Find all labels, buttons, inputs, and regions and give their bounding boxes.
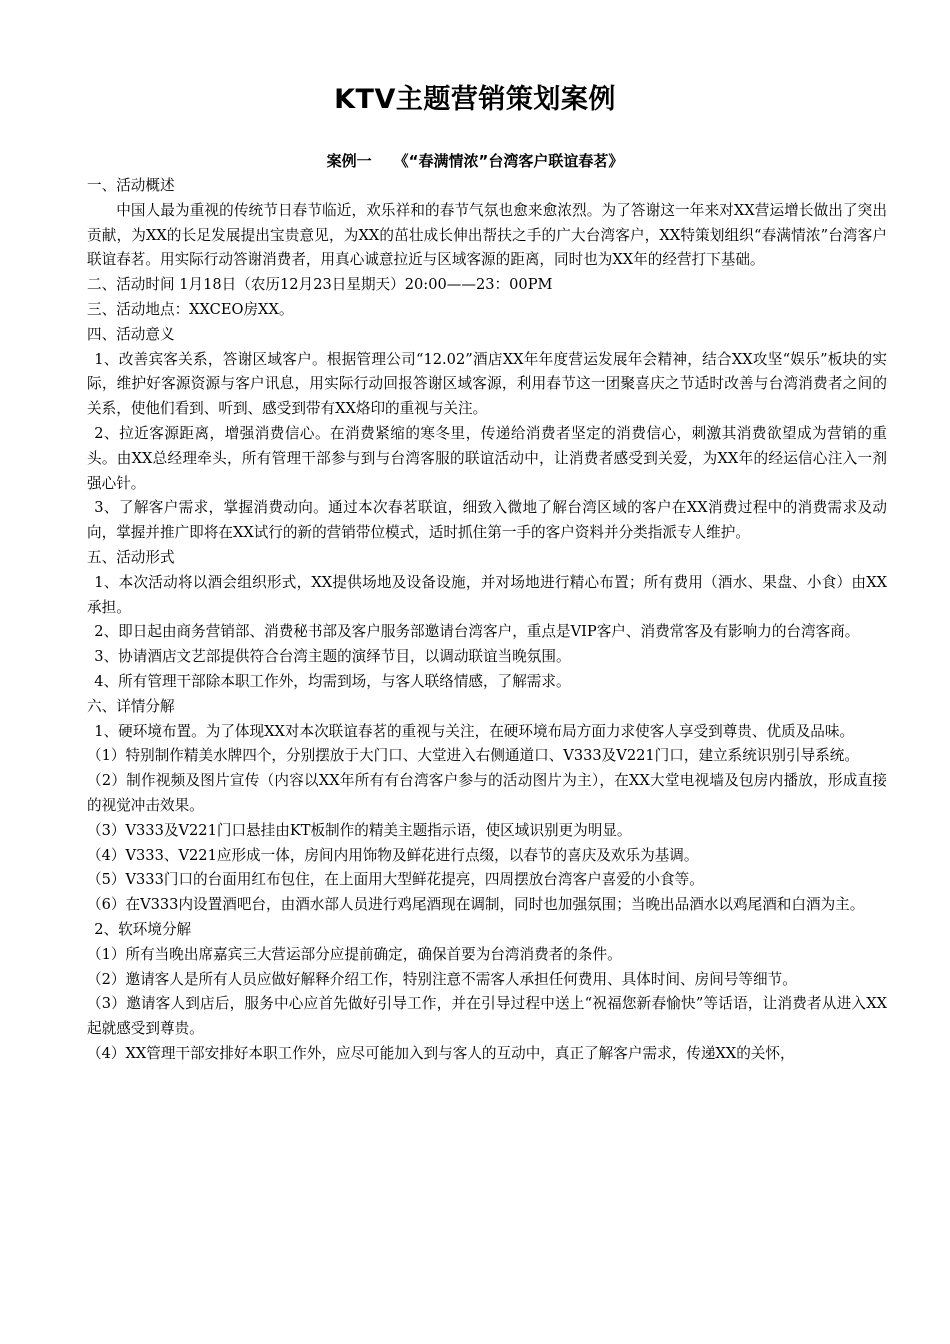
case-label: 案例一 <box>326 152 372 170</box>
paragraph: 2、拉近客源距离，增强消费信心。在消费紧缩的寒冬里，传递给消费者坚定的消费信心，刺激其消费欲望成为营销的重头。由XX总经理牵头，所有管理干部参与到与台湾客服的联谊活动中，让消费者感受到关爱，为XX年的经运信心注入一剂强心针。 <box>87 424 887 492</box>
paragraph: 2、即日起由商务营销部、消费秘书部及客户服务部邀请台湾客户，重点是VIP客户、消费常客及有影响力的台湾客商。 <box>94 623 860 641</box>
paragraph: 五、活动形式 <box>87 548 175 566</box>
paragraph: （3）V333及V221门口悬挂由KT板制作的精美主题指示语，使区域识别更为明显。 <box>87 821 632 839</box>
document-body <box>87 174 887 1067</box>
paragraph: 1、硬环境布置。为了体现XX对本次联谊春茗的重视与关注，在硬环境布局方面力求使客人享受到尊贵、优质及品味。 <box>94 722 855 740</box>
paragraph: 一、活动概述 <box>87 177 175 194</box>
document-title: KTV主题营销策划案例 <box>334 84 616 115</box>
paragraph: （4）V333、V221应形成一体，房间内用饰物及鲜花进行点缀，以春节的喜庆及欢乐为基调。 <box>87 846 699 864</box>
paragraph: （4）XX管理干部安排好本职工作外，应尽可能加入到与客人的互动中，真正了解客户需求，传递XX的关怀， <box>87 1044 795 1062</box>
paragraph: 1、本次活动将以酒会组织形式，XX提供场地及设备设施，并对场地进行精心布置；所有费用（酒水、果盘、小食）由XX承担。 <box>87 573 887 616</box>
paragraph: 中国人最为重视的传统节日春节临近，欢乐祥和的春节气氛也愈来愈浓烈。为了答谢这一年来对XX营运增长做出了突出贡献，为XX的长足发展提出宝贵意见，为XX的茁壮成长伸出帮扶之手的广大台湾客户，XX特策划组织“春满情浓”台湾客户联谊春茗。用实际行动答谢消费者，用真心诚意拉近与区域客源的距离，同时也为XX年的经营打下基础。 <box>87 201 887 269</box>
paragraph: （3）邀请客人到店后，服务中心应首先做好引导工作，并在引导过程中送上“祝福您新春愉快”等话语，让消费者从进入XX起就感受到尊贵。 <box>87 995 887 1038</box>
paragraph: 2、软环境分解 <box>94 920 192 938</box>
paragraph: 1、改善宾客关系，答谢区域客户。根据管理公司“12.02”酒店XX年年度营运发展年会精神，结合XX攻坚“娱乐”板块的实际，维护好客源资源与客户讯息，用实际行动回报答谢区域客源，利用春节这一团聚喜庆之节适时改善与台湾消费者之间的关系，使他们看到、听到、感受到带有XX烙印的重视与关注。 <box>87 350 887 418</box>
paragraph: 3、了解客户需求，掌握消费动向。通过本次春茗联谊，细致入微地了解台湾区域的客户在XX消费过程中的消费需求及动向，掌握并推广即将在XX试行的新的营销带位模式，适时抓住第一手的客户资料并分类指派专人维护。 <box>87 499 887 542</box>
paragraph: 4、所有管理干部除本职工作外，均需到场，与客人联络情感，了解需求。 <box>94 672 571 690</box>
paragraph: （2）邀请客人是所有人员应做好解释介绍工作，特别注意不需客人承担任何费用、具体时间、房间号等细节。 <box>87 970 797 988</box>
case-name: 《“春满情浓”台湾客户联谊春茗》 <box>393 152 624 170</box>
paragraph: （6）在V333内设置酒吧台，由酒水部人员进行鸡尾酒现在调制，同时也加强氛围；当晚出品酒水以鸡尾酒和白酒为主。 <box>87 896 865 914</box>
paragraph: 四、活动意义 <box>87 325 175 343</box>
paragraph: 二、活动时间 1月18日（农历12月23日星期天）20:00——23：00PM <box>87 276 553 294</box>
paragraph: 3、协请酒店文艺部提供符合台湾主题的演绎节目，以调动联谊当晚氛围。 <box>94 648 571 666</box>
paragraph: （1）所有当晚出席嘉宾三大营运部分应提前确定，确保首要为台湾消费者的条件。 <box>87 945 622 963</box>
paragraph: （5）V333门口的台面用红布包住，在上面用大型鲜花提亮，四周摆放台湾客户喜爱的小食等。 <box>87 871 704 889</box>
paragraph: 三、活动地点：XXCEO房XX。 <box>87 300 294 318</box>
paragraph: （1）特别制作精美水牌四个，分别摆放于大门口、大堂进入右侧通道口、V333及V221门口，建立系统识别引导系统。 <box>87 747 859 765</box>
case-subtitle <box>0 148 950 174</box>
paragraph: （2）制作视频及图片宣传（内容以XX年所有有台湾客户参与的活动图片为主），在XX大堂电视墙及包房内播放，形成直接的视觉冲击效果。 <box>87 772 887 814</box>
paragraph: 六、详情分解 <box>87 697 175 715</box>
